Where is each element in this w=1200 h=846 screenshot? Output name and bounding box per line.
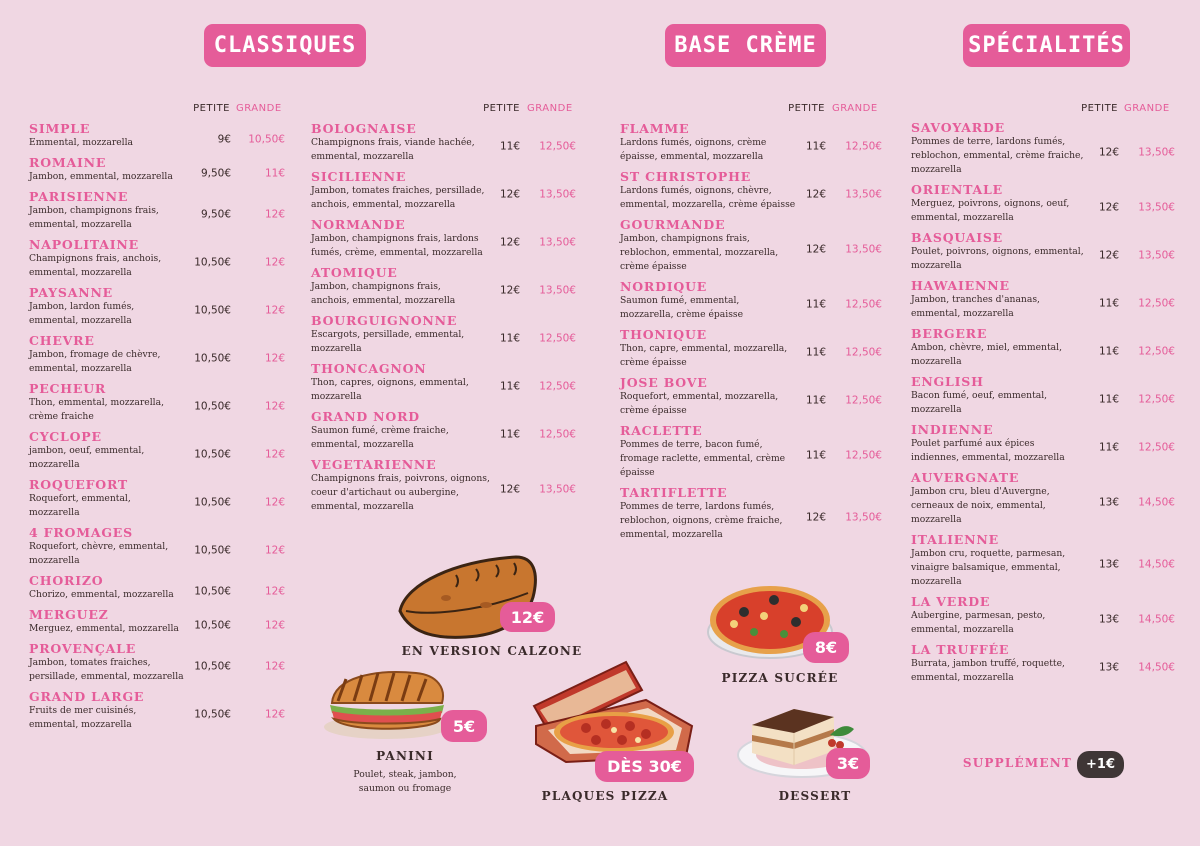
menu-item [29,429,285,472]
price-petite: 11€ [499,140,520,153]
menu-item [29,333,285,376]
item-description: reblochon, emmental, crème fraiche, [911,150,1084,161]
item-description: Jambon, fromage de chèvre, [29,349,161,360]
menu-item [29,477,285,520]
price-petite: 10,50€ [194,496,231,509]
item-description: Jambon, champignons frais, lardons [311,233,479,244]
menu-item [911,642,1175,685]
item-name: NORMANDE [311,217,406,232]
panini-desc [340,768,470,796]
price-petite: 11€ [805,298,826,311]
price-grande: 12,50€ [845,394,882,407]
item-name: THONIQUE [620,327,707,342]
price-petite: 11€ [805,140,826,153]
grande-label: GRANDE [1124,103,1170,114]
price-grande: 12,50€ [1138,441,1175,454]
panini-desc-line: saumon ou fromage [358,783,452,794]
item-description: emmental, mozzarella [311,501,414,512]
price-petite: 10,50€ [194,352,231,365]
item-description: mozzarella [911,404,962,415]
menu-item [29,189,285,232]
item-name: PECHEUR [29,381,107,396]
item-name: INDIENNE [911,422,994,437]
menu-item [311,313,576,356]
item-name: BERGERE [911,326,988,341]
item-name: BOURGUIGNONNE [311,313,458,328]
panini-image [316,665,456,745]
price-grande: 12,50€ [539,380,576,393]
price-petite: 11€ [499,380,520,393]
menu-item [29,641,285,684]
item-description: Poulet parfumé aux épices [911,438,1035,449]
item-description: mozzarella [911,576,962,587]
item-description: Jambon, emmental, mozzarella [29,171,173,182]
price-grande: 13,50€ [1138,201,1175,214]
menu-item [29,285,285,328]
menu-item [311,121,576,164]
menu-item [620,485,882,542]
menu-item [911,422,1175,465]
item-name: ROQUEFORT [29,477,129,492]
price-grande: 14,50€ [1138,613,1175,626]
menu-item [911,230,1175,273]
price-grande: 12€ [264,208,285,221]
price-petite: 10,50€ [194,660,231,673]
item-name: CYCLOPE [29,429,102,444]
price-grande: 12€ [264,400,285,413]
menu-item [620,375,882,418]
price-grande: 13,50€ [539,284,576,297]
header-base-creme: BASE CRÈME [665,24,826,67]
price-petite: 10,50€ [194,448,231,461]
item-name: PAYSANNE [29,285,113,300]
item-description: emmental, mozzarella [911,212,1014,223]
item-name: SAVOYARDE [911,120,1005,135]
price-grande: 12,50€ [1138,345,1175,358]
price-grande: 13,50€ [539,188,576,201]
item-description: Lardons fumés, oignons, crème [620,137,767,148]
item-description: emmental, mozzarella [911,624,1014,635]
item-name: NORDIQUE [620,279,708,294]
item-description: Jambon, champignons frais, [311,281,441,292]
petite-label: PETITE [788,103,825,114]
item-description: Jambon, tomates fraiches, [29,657,151,668]
item-description: Escargots, persillade, emmental, [311,329,465,340]
menu-item [29,607,285,636]
classiques-list-2 [311,121,576,519]
price-petite: 10,50€ [194,585,231,598]
item-description: emmental, mozzarella [29,363,132,374]
price-petite: 12€ [499,188,520,201]
menu-item [29,155,285,184]
price-grande: 12€ [264,256,285,269]
item-description: Jambon, lardon fumés, [29,301,135,312]
item-name: ITALIENNE [911,532,999,547]
item-description: mozzarella [311,343,362,354]
price-petite: 12€ [805,188,826,201]
item-name: GRAND NORD [311,409,420,424]
menu-item [620,423,882,480]
price-petite: 13€ [1098,661,1119,674]
item-description: Thon, emmental, mozzarella, [29,397,165,408]
price-grande: 13,50€ [845,511,882,524]
menu-item [911,182,1175,225]
price-petite: 11€ [805,449,826,462]
price-grande: 11€ [264,167,285,180]
item-description: coeur d'artichaut ou aubergine, [311,487,459,498]
menu-item [620,121,882,164]
item-description: Ambon, chèvre, miel, emmental, [911,342,1062,353]
item-description: mozzarella [911,260,962,271]
sucree-price-badge: 8€ [803,632,849,663]
item-description: Roquefort, chèvre, emmental, [29,541,169,552]
item-description: Jambon, tomates fraiches, persillade, [311,185,485,196]
price-grande: 12,50€ [845,346,882,359]
price-grande: 12,50€ [1138,393,1175,406]
price-grande: 13,50€ [845,188,882,201]
panini-caption: PANINI [376,749,434,763]
menu-item [29,573,285,602]
price-petite: 11€ [499,332,520,345]
grande-label: GRANDE [236,103,282,114]
price-grande: 13,50€ [1138,146,1175,159]
price-petite: 12€ [1098,249,1119,262]
header-classiques: CLASSIQUES [204,24,366,67]
menu-item [311,217,576,260]
price-grande: 12,50€ [539,332,576,345]
item-description: anchois, emmental, mozzarella [311,199,456,210]
header-specialites: SPÉCIALITÉS [963,24,1130,67]
menu-item [311,457,576,514]
item-name: SIMPLE [29,121,91,136]
plaques-price-badge: DÈS 30€ [595,751,694,782]
item-description: emmental, mozzarella [311,151,414,162]
menu-item [29,237,285,280]
item-description: fromage raclette, emmental, crème [620,453,786,464]
item-description: Pommes de terre, lardons fumés, [620,501,775,512]
menu-item [29,381,285,424]
item-description: cerneaux de noix, emmental, [911,500,1046,511]
dessert-price-badge: 3€ [826,748,870,779]
item-description: mozzarella [911,514,962,525]
item-description: Pommes de terre, bacon fumé, [620,439,763,450]
item-description: Champignons frais, poivrons, oignons, [311,473,490,484]
item-name: SICILIENNE [311,169,407,184]
calzone-price-badge: 12€ [500,602,555,632]
menu-item [911,532,1175,589]
item-name: PROVENÇALE [29,641,137,656]
item-description: emmental, mozzarella [29,219,132,230]
menu-item [620,279,882,322]
item-description: Pommes de terre, lardons fumés, [911,136,1066,147]
item-description: Jambon, champignons frais, [620,233,750,244]
item-description: mozzarella [29,459,80,470]
price-petite: 12€ [499,483,520,496]
menu-item [911,594,1175,637]
price-grande: 12€ [264,708,285,721]
menu-item [911,278,1175,321]
item-name: ROMAINE [29,155,107,170]
item-description: Fruits de mer cuisinés, [29,705,137,716]
item-description: Thon, capres, oignons, emmental, [311,377,469,388]
item-description: jambon, oeuf, emmental, [29,445,145,456]
item-name: ENGLISH [911,374,984,389]
price-grande: 12,50€ [539,428,576,441]
price-petite: 10,50€ [194,544,231,557]
item-description: vinaigre balsamique, emmental, [911,562,1061,573]
item-name: LA VERDE [911,594,991,609]
price-grande: 12€ [264,448,285,461]
price-grande: 12€ [264,619,285,632]
item-description: reblochon, emmental, mozzarella, [620,247,779,258]
item-description: indiennes, emmental, mozzarella [911,452,1065,463]
price-grande: 12,50€ [1138,297,1175,310]
price-petite: 10,50€ [194,708,231,721]
item-description: Burrata, jambon truffé, roquette, [911,658,1065,669]
item-name: MERGUEZ [29,607,109,622]
price-petite: 13€ [1098,558,1119,571]
item-description: emmental, mozzarella [29,719,132,730]
item-description: mozzarella [911,164,962,175]
item-description: Roquefort, emmental, [29,493,131,504]
item-description: mozzarella, crème épaisse [620,309,744,320]
item-description: Merguez, emmental, mozzarella [29,623,179,634]
item-description: Jambon, tranches d'ananas, [911,294,1040,305]
menu-item [29,689,285,732]
menu-item [911,470,1175,527]
price-grande: 12€ [264,496,285,509]
sucree-caption: PIZZA SUCRÉE [721,671,839,685]
price-petite: 9,50€ [200,167,231,180]
pizza-box-image [526,656,696,766]
price-grande: 12€ [264,585,285,598]
price-petite: 12€ [1098,146,1119,159]
price-petite: 10,50€ [194,304,231,317]
menu-item [911,120,1175,177]
item-description: fumés, crème, emmental, mozzarella [311,247,483,258]
item-name: AUVERGNATE [911,470,1020,485]
item-description: persillade, emmental, mozzarella [29,671,184,682]
item-name: LA TRUFFÉE [911,642,1010,657]
item-name: ST CHRISTOPHE [620,169,752,184]
price-grande: 12,50€ [845,140,882,153]
item-description: Saumon fumé, crème fraiche, [311,425,449,436]
price-petite: 11€ [1098,297,1119,310]
price-grande: 12€ [264,304,285,317]
item-name: GOURMANDE [620,217,726,232]
price-grande: 12€ [264,544,285,557]
specialites-list [911,120,1175,690]
item-name: TARTIFLETTE [620,485,728,500]
price-petite: 11€ [1098,441,1119,454]
item-description: Jambon cru, roquette, parmesan, [911,548,1066,559]
dessert-caption: DESSERT [778,789,852,803]
panini-desc-line: Poulet, steak, jambon, [353,769,457,780]
item-description: emmental, mozzarella [620,529,723,540]
item-name: THONCAGNON [311,361,427,376]
price-petite: 12€ [1098,201,1119,214]
price-grande: 14,50€ [1138,558,1175,571]
item-description: Roquefort, emmental, mozzarella, [620,391,779,402]
grande-label: GRANDE [527,103,573,114]
grande-label: GRANDE [832,103,878,114]
item-name: JOSE BOVE [620,375,708,390]
item-description: emmental, mozzarella [911,308,1014,319]
item-description: emmental, mozzarella [29,267,132,278]
item-name: HAWAIENNE [911,278,1010,293]
item-description: mozzarella [29,507,80,518]
item-name: NAPOLITAINE [29,237,139,252]
calzone-caption: EN VERSION CALZONE [401,644,583,658]
price-grande: 10,50€ [248,133,285,146]
price-petite: 10,50€ [194,400,231,413]
base-creme-list [620,121,882,547]
price-petite: 13€ [1098,496,1119,509]
menu-item [29,121,285,150]
menu-item [311,169,576,212]
menu-item [620,169,882,212]
item-description: crème fraiche [29,411,94,422]
petite-label: PETITE [193,103,230,114]
item-name: CHORIZO [29,573,104,588]
price-grande: 13,50€ [539,236,576,249]
item-description: emmental, mozzarella [911,672,1014,683]
item-description: Poulet, poivrons, oignons, emmental, [911,246,1084,257]
price-petite: 11€ [805,346,826,359]
item-description: Chorizo, emmental, mozzarella [29,589,174,600]
menu-item [311,265,576,308]
item-description: emmental, mozzarella, crème épaisse [620,199,796,210]
price-petite: 13€ [1098,613,1119,626]
price-grande: 13,50€ [1138,249,1175,262]
item-description: Champignons frais, viande hachée, [311,137,475,148]
price-petite: 11€ [499,428,520,441]
classiques-list [29,121,285,737]
supplement-price-badge: +1€ [1077,751,1124,778]
item-name: BASQUAISE [911,230,1003,245]
price-grande: 12,50€ [845,449,882,462]
item-description: Lardons fumés, oignons, chèvre, [620,185,772,196]
item-name: ORIENTALE [911,182,1003,197]
price-grande: 14,50€ [1138,661,1175,674]
item-description: mozzarella [29,555,80,566]
item-description: crème épaisse [620,405,687,416]
item-description: mozzarella [311,391,362,402]
item-name: PARISIENNE [29,189,129,204]
item-description: Aubergine, parmesan, pesto, [911,610,1046,621]
menu-item [620,217,882,274]
item-name: BOLOGNAISE [311,121,417,136]
menu-item [911,326,1175,369]
item-description: Champignons frais, anchois, [29,253,162,264]
item-description: épaisse [620,467,655,478]
price-petite: 11€ [1098,345,1119,358]
item-name: RACLETTE [620,423,703,438]
plaques-caption: PLAQUES PIZZA [541,789,669,803]
price-grande: 12€ [264,660,285,673]
item-description: Bacon fumé, oeuf, emmental, [911,390,1048,401]
item-description: reblochon, oignons, crème fraiche, [620,515,783,526]
price-grande: 12€ [264,352,285,365]
price-grande: 13,50€ [539,483,576,496]
price-grande: 12,50€ [539,140,576,153]
item-description: crème épaisse [620,261,687,272]
item-description: mozzarella [911,356,962,367]
item-description: Merguez, poivrons, oignons, oeuf, [911,198,1070,209]
price-petite: 11€ [805,394,826,407]
item-name: FLAMME [620,121,690,136]
price-grande: 14,50€ [1138,496,1175,509]
item-description: Jambon, champignons frais, [29,205,159,216]
item-name: CHEVRE [29,333,95,348]
price-petite: 12€ [805,243,826,256]
price-petite: 10,50€ [194,619,231,632]
menu-item [29,525,285,568]
price-petite: 10,50€ [194,256,231,269]
price-grande: 13,50€ [845,243,882,256]
item-name: 4 FROMAGES [29,525,133,540]
item-description: épaisse, emmental, mozzarella [620,151,764,162]
item-description: emmental, mozzarella [29,315,132,326]
item-name: VEGETARIENNE [311,457,437,472]
petite-label: PETITE [483,103,520,114]
item-description: anchois, emmental, mozzarella [311,295,456,306]
price-petite: 9,50€ [200,208,231,221]
item-description: Jambon cru, bleu d'Auvergne, [911,486,1050,497]
supplement-label: SUPPLÉMENT [962,756,1072,770]
item-description: Emmental, mozzarella [29,137,134,148]
item-description: Thon, capre, emmental, mozzarella, [620,343,788,354]
price-petite: 12€ [805,511,826,524]
panini-price-badge: 5€ [441,710,487,742]
menu-item [620,327,882,370]
petite-label: PETITE [1081,103,1118,114]
price-petite: 12€ [499,284,520,297]
price-grande: 12,50€ [845,298,882,311]
item-description: Saumon fumé, emmental, [620,295,740,306]
item-name: GRAND LARGE [29,689,145,704]
price-petite: 11€ [1098,393,1119,406]
menu-item [911,374,1175,417]
price-petite: 12€ [499,236,520,249]
menu-item [311,361,576,404]
item-description: crème épaisse [620,357,687,368]
price-petite: 9€ [217,133,231,146]
item-name: ATOMIQUE [311,265,398,280]
item-description: emmental, mozzarella [311,439,414,450]
menu-item [311,409,576,452]
